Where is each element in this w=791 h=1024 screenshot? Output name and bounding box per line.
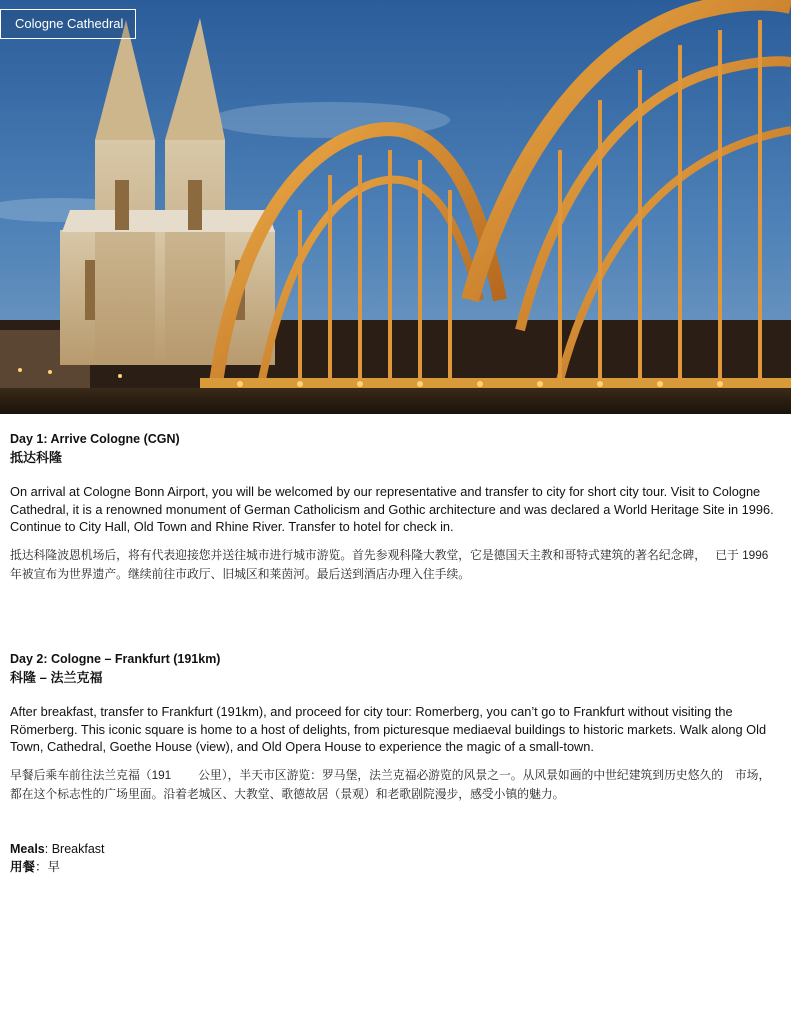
day-2-title: Day 2: Cologne – Frankfurt (191km) — [10, 652, 221, 666]
cathedral-bridge-photo-icon — [0, 0, 791, 414]
day-2-section — [10, 650, 782, 804]
meals-label-cn: 用餐 — [10, 860, 36, 874]
day-2-description-en: After breakfast, transfer to Frankfurt (191km), and proceed for city tour: Romerberg, you can’t go to Frankfurt without visiting the Römerberg. This iconic square is home to a host of delights, from picturesque mediaeval buildings to historic markets. Walk along Old Town, Cathedral, Goethe House (view), and Old Opera House to experience the magic of a small-town. — [10, 704, 767, 754]
meals-line — [10, 840, 105, 858]
day-1-title-cn: 抵达科隆 — [10, 450, 63, 465]
meals-line-cn — [10, 858, 105, 876]
hero-photo — [0, 0, 791, 414]
meals-value: : Breakfast — [44, 842, 105, 856]
day-1-title: Day 1: Arrive Cologne (CGN) — [10, 432, 180, 446]
day-2-title-cn: 科隆 – 法兰克福 — [10, 670, 103, 685]
day-1-description-cn: 抵达科隆波恩机场后，将有代表迎接您并送往城市进行城市游览。首先参观科隆大教堂，它是德国天主教和哥特式建筑的著名纪念碑， 已于 1996 年被宣布为世界遗产。继续前往市政厅、旧城区和莱茵河。最后送到酒店办理入住手续。 — [10, 547, 781, 581]
meals-section — [10, 840, 105, 876]
meals-value-cn: ：早 — [35, 860, 61, 874]
day-2-description-cn: 早餐后乘车前往法兰克福（191 公里），半天市区游览：罗马堡，法兰克福必游览的风景之一。从风景如画的中世纪建筑到历史悠久的 市场，都在这个标志性的广场里面。沿着老城区、大教堂、歌德故居（景观）和老歌剧院漫步，感受小镇的魅力。 — [10, 767, 771, 801]
photo-caption: Cologne Cathedral — [0, 9, 136, 39]
meals-label: Meals — [10, 842, 45, 856]
day-1-description-en: On arrival at Cologne Bonn Airport, you will be welcomed by our representative and transfer to city for short city tour. Visit to Cologne Cathedral, it is a renowned monument of German Catholicism and Gothic architecture and was declared a World Heritage Site in 1996. Continue to City Hall, Old Town and Rhine River. Transfer to hotel for check in. — [10, 484, 774, 534]
day-1-section — [10, 430, 782, 584]
